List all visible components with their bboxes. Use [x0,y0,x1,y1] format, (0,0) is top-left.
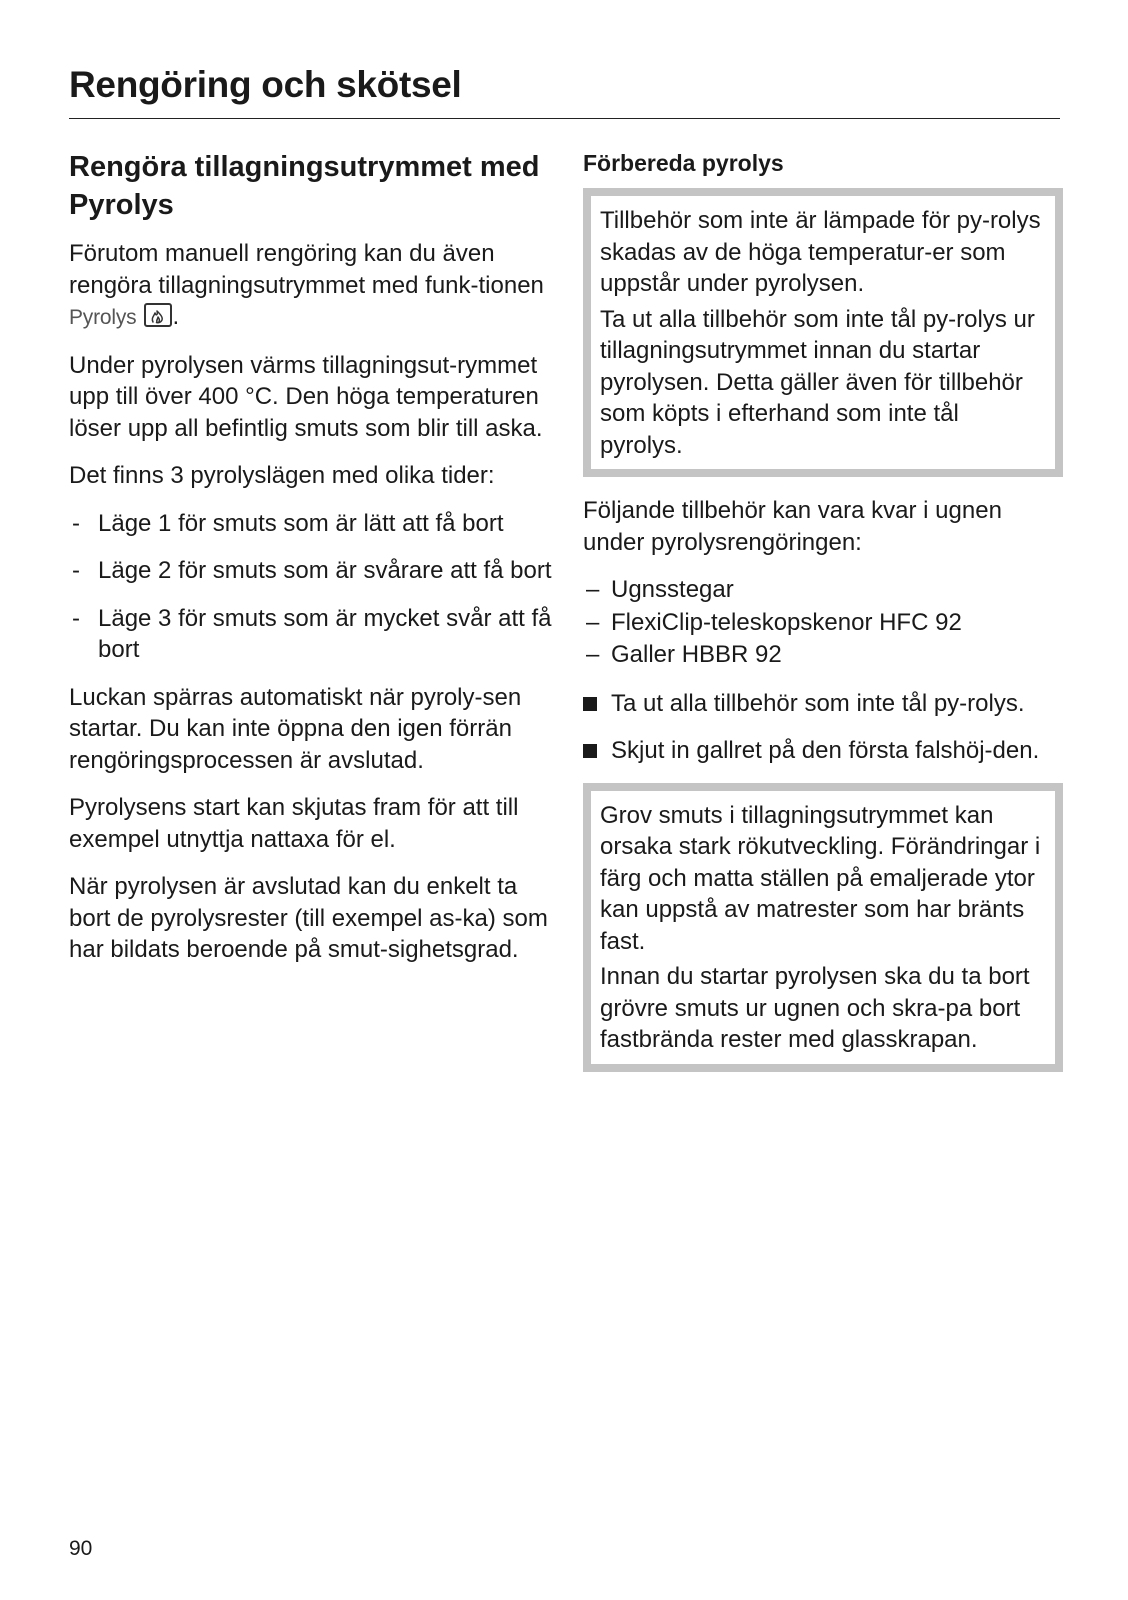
list-item: - Läge 3 för smuts som är mycket svår att få bort [72,604,552,663]
paragraph-door-lock: Luckan spärras automatiskt när pyroly-sen startar. Du kan inte öppna den igen förrän rengöringsprocessen är avslutad. [69,683,522,774]
accessory-list [583,574,1063,672]
list-dash-mark: – [586,608,600,636]
list-item: - Läge 1 för smuts som är lätt att få bort [69,508,559,540]
page-number: 90 [69,1537,93,1560]
list-dash-mark: - [72,557,80,584]
square-bullet-icon [583,744,597,758]
list-item: – Galler HBBR 92 [583,639,1063,672]
paragraph-heating: Under pyrolysen värms tillagningsut-rymmet upp till över 400 °C. Den höga temperaturen löser upp all befintlig smuts som blir till aska. [69,351,543,442]
left-column [69,148,559,982]
page-title: Rengöring och skötsel [69,64,462,105]
subsection-heading: Förbereda pyrolys [583,150,784,176]
notice-box-accessories: Tillbehör som inte är lämpade för py-rolys skadas av de höga temperatur-er som uppstår under pyrolysen. Ta ut alla tillbehör som inte tål py-rolys ur tillagningsutrymmet innan du startar pyrolysen. Detta gäller även för tillbehör som köpts i efterhand som inte tål pyrolys. [583,188,1063,477]
list-dash-mark: – [586,641,600,668]
paragraph-modes-intro: Det finns 3 pyrolyslägen med olika tider: [69,462,495,489]
list-dash-mark: - [72,604,80,632]
paragraph-allowed-accessories: Följande tillbehör kan vara kvar i ugnen under pyrolysrengöringen: [583,497,1002,556]
right-column [583,148,1063,1090]
intro-paragraph: Förutom manuell rengöring kan du även rengöra tillagningsutrymmet med funk-tionen Pyrolys . [69,240,544,330]
notice-box-coarse-dirt: Grov smuts i tillagningsutrymmet kan orsaka stark rökutveckling. Förändringar i färg och matta ställen på emaljerade ytor kan uppstå av matrester som har bränts fast. Innan du startar pyrolysen ska du ta bort grövre smuts ur ugnen och skra-pa bort fastbrända rester med glasskrapan. [583,783,1063,1072]
instruction-steps [583,688,1063,767]
list-item: – Ugnsstegar [583,574,1063,607]
pyrolysis-icon [144,303,172,327]
intro-text: Förutom manuell rengöring kan du även rengöra tillagningsutrymmet med funk-tionen [69,240,544,299]
title-divider [69,118,1060,119]
paragraph-residue: När pyrolysen är avslutad kan du enkelt ta bort de pyrolysrester (till exempel as-ka) som har bildats beroende på smut-sighetsgrad. [69,873,548,963]
instruction-step: Skjut in gallret på den första falshöj-den. [583,735,1063,767]
list-dash-mark: - [72,509,80,537]
instruction-step: Ta ut alla tillbehör som inte tål py-rolys. [583,688,1063,720]
section-heading: Rengöra tillagningsutrymmet med Pyrolys [69,151,540,221]
mode-name-pyrolys: Pyrolys [69,306,137,329]
square-bullet-icon [583,697,597,711]
list-item: - Läge 2 för smuts som är svårare att få bort [69,555,559,587]
list-item: – FlexiClip-teleskopskenor HFC 92 [583,607,1063,640]
paragraph-delay-start: Pyrolysens start kan skjutas fram för att till exempel utnyttja nattaxa för el. [69,794,519,853]
mode-list [69,508,559,666]
list-dash-mark: – [586,576,600,603]
